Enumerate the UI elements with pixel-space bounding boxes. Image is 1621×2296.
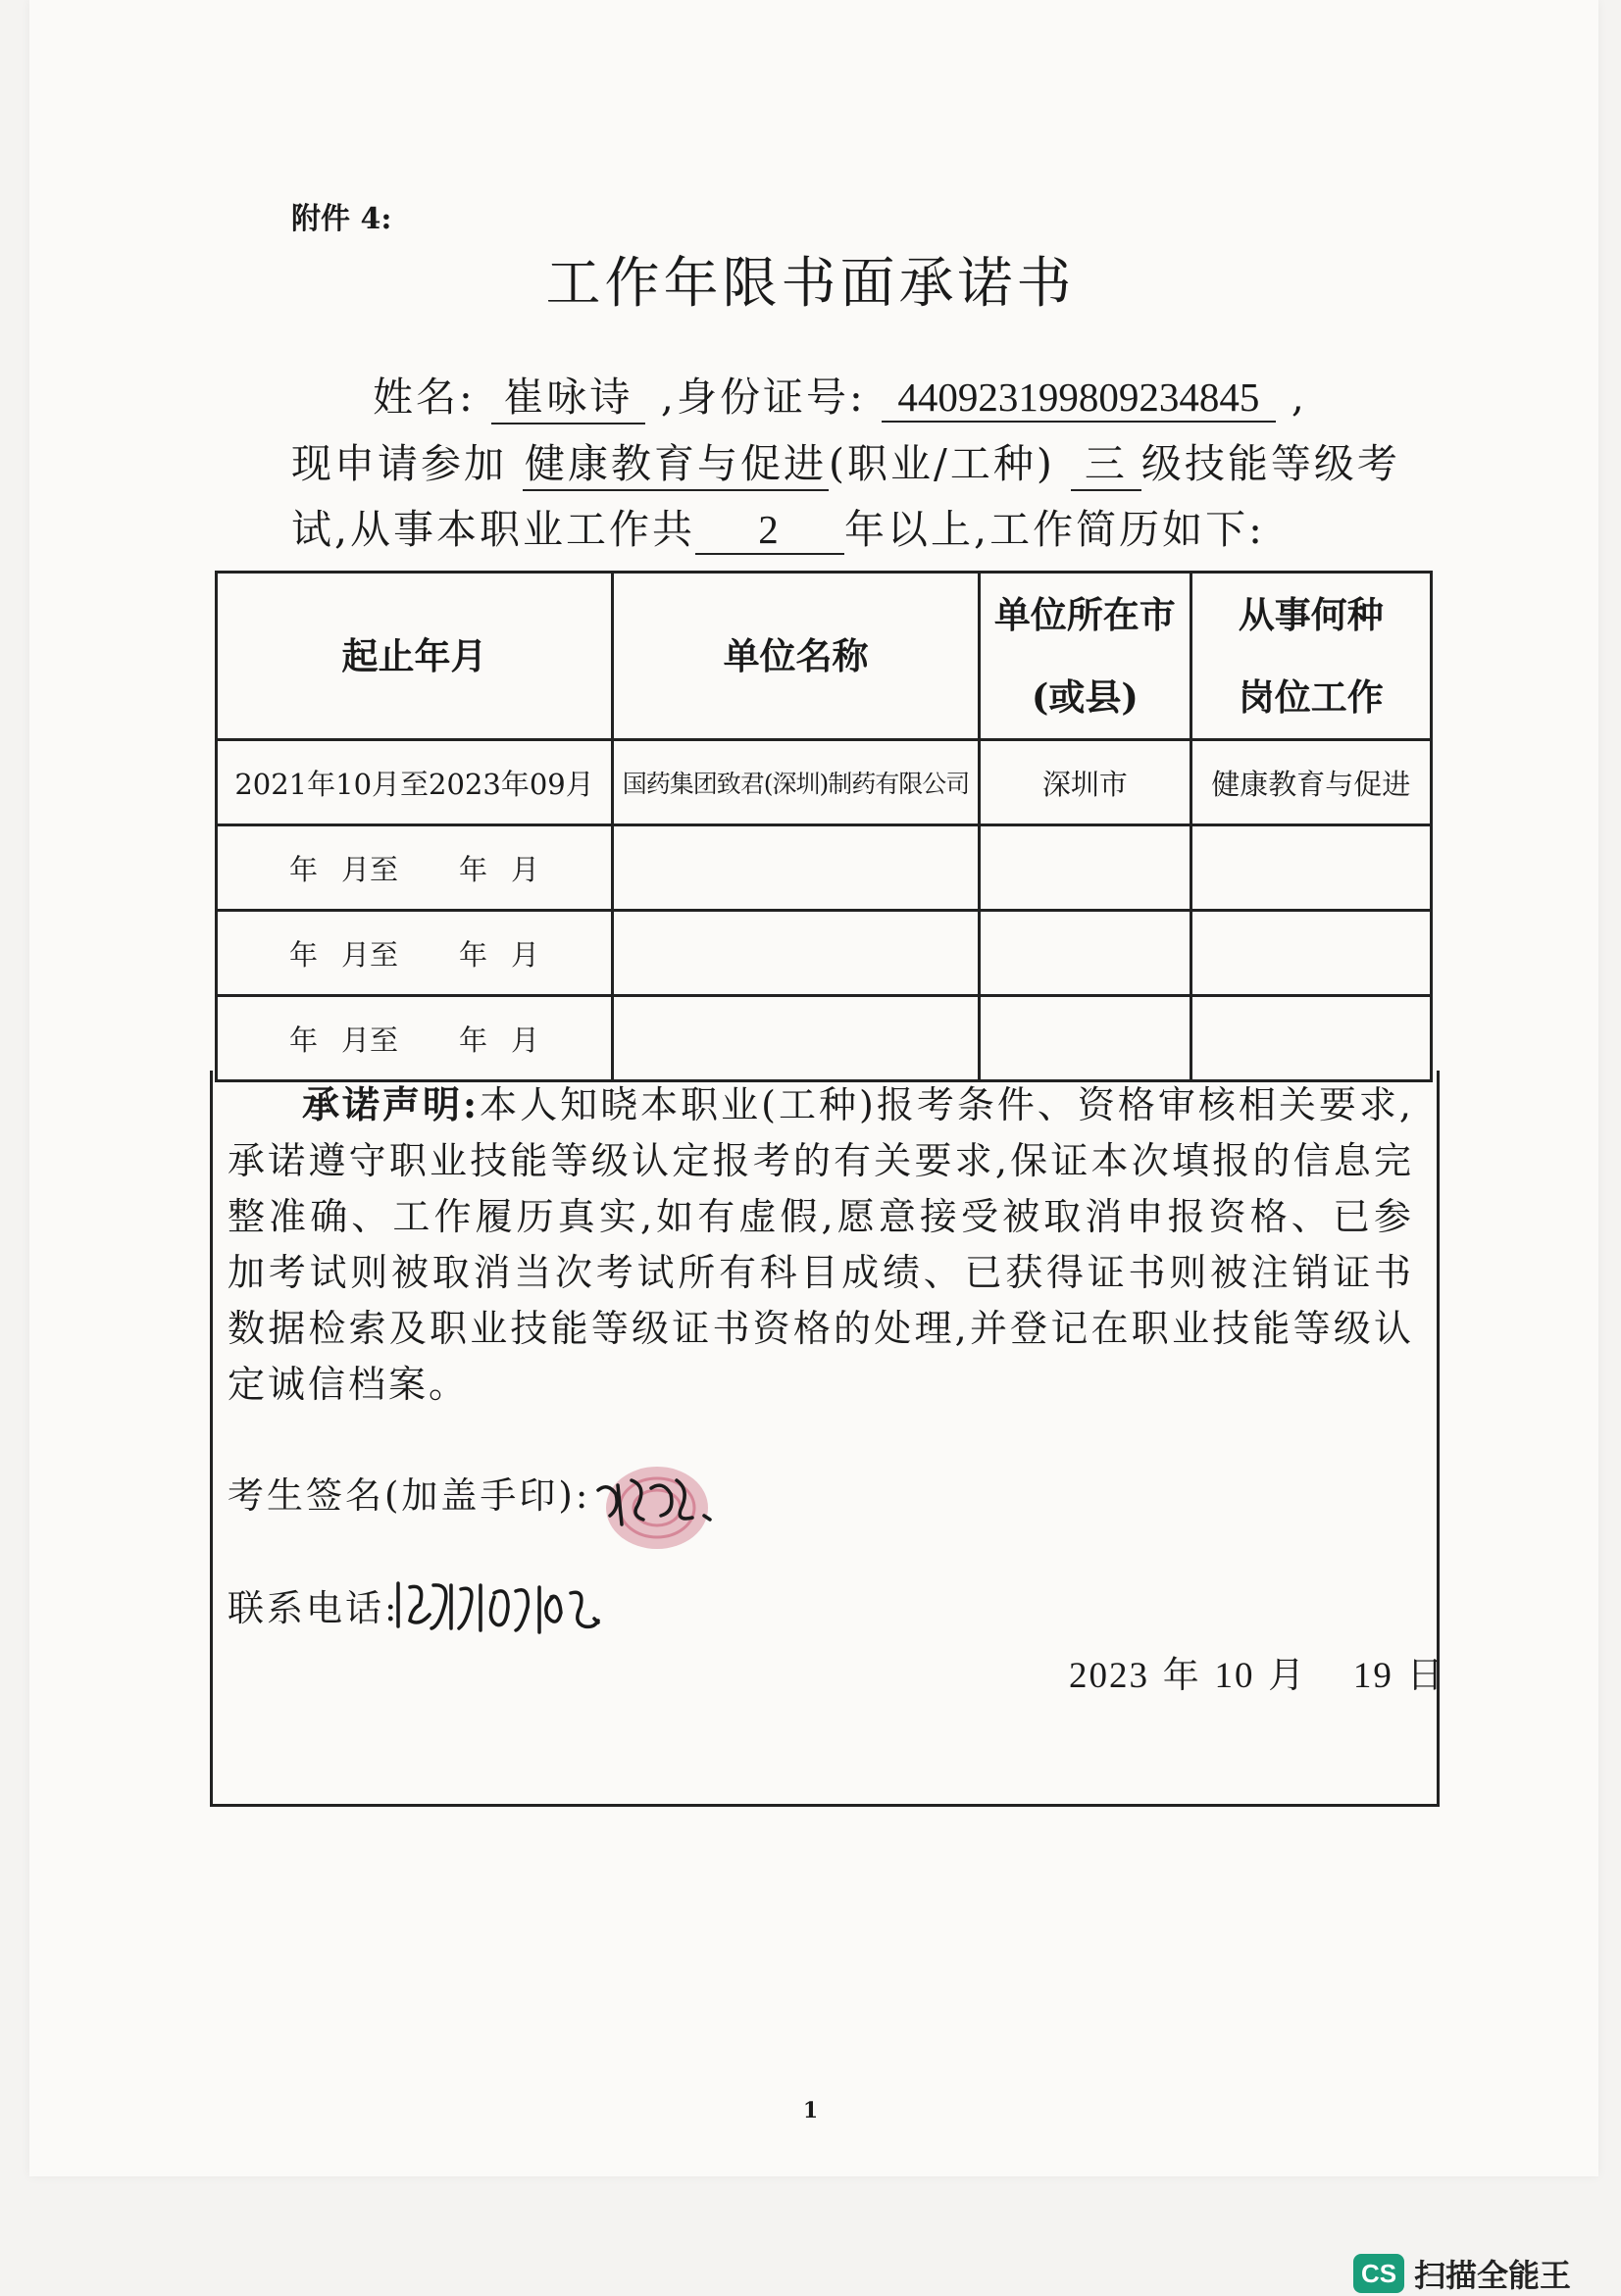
handwritten-phone [392,1564,667,1642]
cell-role-blank [1190,911,1431,996]
phone-stroke [398,1583,598,1632]
table-header-row [217,573,1432,740]
cell-city-blank [980,825,1191,911]
header-city-line2: (或县) [1031,675,1139,719]
blank-month: 月 [511,937,540,972]
work-history-table [215,571,1433,1082]
cell-city-blank [980,911,1191,996]
statement-heading: 承诺声明: [302,1082,481,1126]
table-row-blank [217,825,1432,911]
blank-month: 月 [511,852,540,886]
date-month-unit: 月 [1268,1654,1307,1696]
name-label: 姓名: [373,374,476,421]
cell-role-blank [1190,825,1431,911]
intro-line-2 [291,431,1400,491]
cell-unit-blank [613,996,980,1081]
cell-role: 健康教育与促进 [1190,740,1431,825]
statement-body: 本人知晓本职业(工种)报考条件、资格审核相关要求,承诺遵守职业技能等级认定报考的有关要求,保证本次填报的信息完整准确、工作履历真实,如有虚假,愿意接受被取消申报资格、已参加考试则被取消当次考试所有科目成绩、已获得证书则被注销证书数据检索及职业技能等级证书资格的处理,并登记在职业技能等级认定诚信档案。 [228,1083,1415,1406]
date-month: 10 [1214,1656,1255,1696]
intro-line-3 [291,497,1265,555]
blank-year: 年 [289,1023,319,1057]
date-year: 2023 [1069,1656,1149,1696]
table-row-blank [217,911,1432,996]
cell-unit-blank [613,825,980,911]
id-label: ,身份证号: [660,374,866,421]
cell-period: 2021年10月至2023年09月 [217,740,613,825]
page-number: 1 [802,2098,819,2123]
header-unit-name: 单位名称 [613,573,980,740]
header-role [1190,573,1431,740]
cell-unit-name: 国药集团致君(深圳)制药有限公司 [613,740,980,825]
header-city-line1: 单位所在市 [993,593,1176,636]
commitment-statement [228,1076,1414,1413]
scanner-watermark [1353,2257,1572,2294]
signature-label: 考生签名(加盖手印): [228,1474,591,1517]
years-suffix: 年以上,工作简历如下: [844,506,1265,553]
cell-period-blank [217,911,613,996]
page-title: 工作年限书面承诺书 [545,252,1076,316]
blank-year: 年 [289,852,319,886]
blank-year2: 年 [459,1023,488,1057]
phone-label: 联系电话: [228,1587,400,1629]
header-city [980,573,1191,740]
blank-year2: 年 [459,852,488,886]
date-year-unit: 年 [1162,1654,1201,1696]
job-suffix: (职业/工种) [829,440,1055,487]
apply-label: 现申请参加 [291,440,507,487]
job-field: 健康教育与促进 [523,431,829,491]
intro-line-1 [373,365,1307,424]
cell-period-blank [217,825,613,911]
scanner-badge-text: 扫描全能王 [1414,2257,1572,2294]
id-number-field: 440923199809234845 [882,374,1276,423]
table-row [217,740,1432,825]
blank-year: 年 [289,937,319,972]
blank-month-to: 月至 [341,852,399,886]
cell-city-blank [980,996,1191,1081]
years-prefix: 试,从事本职业工作共 [291,506,696,553]
cell-city: 深圳市 [980,740,1191,825]
header-role-line1: 从事何种 [1238,593,1384,636]
blank-month-to: 月至 [341,1023,399,1057]
cell-period-blank [217,996,613,1081]
level-suffix: 级技能等级考 [1140,440,1400,487]
attachment-label: 附件 4: [291,202,392,236]
table-row-blank [217,996,1432,1081]
header-period: 起止年月 [217,573,613,740]
cell-unit-blank [613,911,980,996]
blank-month-to: 月至 [341,937,399,972]
handwritten-signature [588,1451,745,1559]
level-field: 三 [1071,431,1141,491]
cell-role-blank [1190,996,1431,1081]
blank-year2: 年 [459,937,488,972]
blank-month: 月 [511,1023,540,1057]
years-field: 2 [695,506,844,555]
id-tail: , [1291,374,1307,421]
name-field: 崔咏诗 [491,365,645,424]
date-day-unit: 日 [1406,1654,1445,1696]
camscanner-logo-icon: CS [1353,2254,1404,2293]
header-role-line2: 岗位工作 [1238,675,1384,719]
date [1069,1645,1445,1698]
date-day: 19 [1352,1656,1393,1696]
